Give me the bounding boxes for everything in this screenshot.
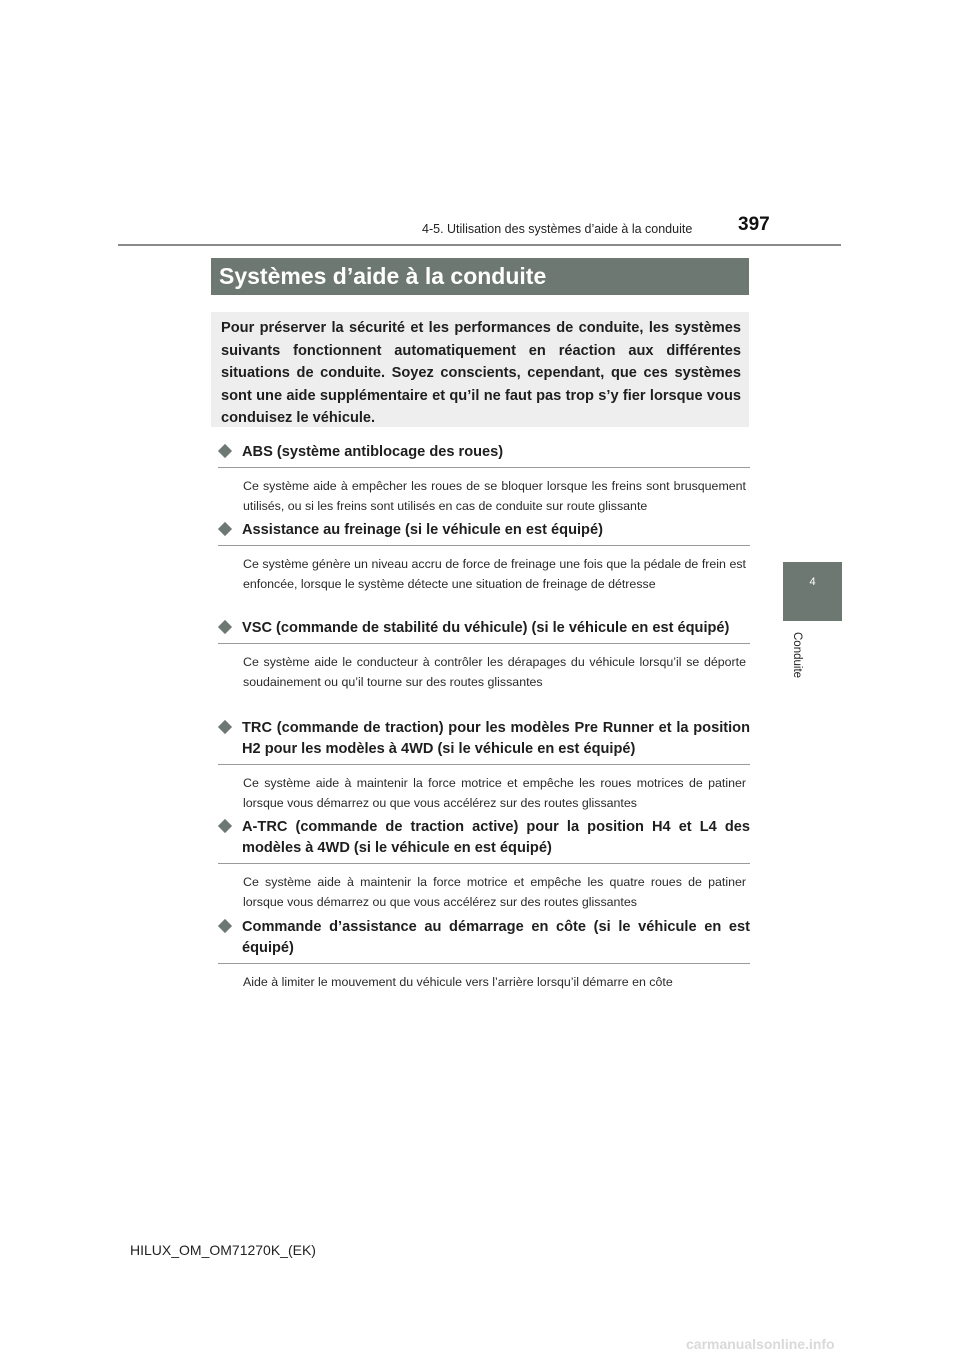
section-brake-assist xyxy=(218,520,750,594)
chapter-label: Conduite xyxy=(791,632,803,679)
intro-box: Pour préserver la sécurité et les performances de conduite, les systèmes suivants fonctionnent automatiquement en réaction aux différentes situations de conduite. Soyez conscients, cependant, que ces systèmes sont une aide supplémentaire et qu’il ne faut pas trop s’y fier lorsque vous conduisez le véhicule. xyxy=(211,312,749,427)
section-body: Ce système aide le conducteur à contrôler les dérapages du véhicule lorsqu’il se déporte soudainement ou qu’il tourne sur des routes glissantes xyxy=(243,655,746,689)
section-hill-start xyxy=(218,917,750,993)
diamond-bullet-icon xyxy=(218,522,232,536)
section-body: Ce système aide à empêcher les roues de se bloquer lorsque les freins sont brusquement utilisés, ou si les freins sont utilisés en cas de conduite sur route glissante xyxy=(243,479,746,513)
watermark: carmanualsonline.info xyxy=(686,1336,835,1352)
section-heading: ABS (système antiblocage des roues) xyxy=(218,442,750,468)
section-heading: VSC (commande de stabilité du véhicule) (si le véhicule en est équipé) xyxy=(218,618,750,644)
section-body: Ce système aide à maintenir la force motrice et empêche les roues motrices de patiner lorsque vous démarrez ou que vous accélérez sur des routes glissantes xyxy=(243,776,746,810)
diamond-bullet-icon xyxy=(218,919,232,933)
chapter-tab xyxy=(783,562,842,621)
section-body: Aide à limiter le mouvement du véhicule vers l’arrière lorsqu’il démarre en côte xyxy=(243,975,673,989)
section-heading: Assistance au freinage (si le véhicule en est équipé) xyxy=(218,520,750,546)
page-number: 397 xyxy=(738,214,770,235)
section-trc xyxy=(218,718,750,813)
diamond-bullet-icon xyxy=(218,620,232,634)
section-heading: A-TRC (commande de traction active) pour la position H4 et L4 des modèles à 4WD (si le véhicule en est équipé) xyxy=(218,817,750,864)
chapter-number: 4 xyxy=(809,576,816,588)
section-vsc xyxy=(218,618,750,692)
document-code: HILUX_OM_OM71270K_(EK) xyxy=(130,1242,316,1258)
section-a-trc xyxy=(218,817,750,912)
section-abs xyxy=(218,442,750,516)
page-title: Systèmes d’aide à la conduite xyxy=(211,258,749,295)
header-divider xyxy=(118,244,841,246)
section-body: Ce système génère un niveau accru de force de freinage une fois que la pédale de frein est enfoncée, lorsque le système détecte une situation de freinage de détresse xyxy=(243,557,746,591)
diamond-bullet-icon xyxy=(218,819,232,833)
section-heading: TRC (commande de traction) pour les modèles Pre Runner et la position H2 pour les modèles à 4WD (si le véhicule en est équipé) xyxy=(218,718,750,765)
section-heading: Commande d’assistance au démarrage en côte (si le véhicule en est équipé) xyxy=(218,917,750,964)
diamond-bullet-icon xyxy=(218,444,232,458)
section-body: Ce système aide à maintenir la force motrice et empêche les quatre roues de patiner lorsque vous démarrez ou que vous accélérez sur des routes glissantes xyxy=(243,875,746,909)
diamond-bullet-icon xyxy=(218,720,232,734)
running-header-section: 4-5. Utilisation des systèmes d’aide à la conduite xyxy=(422,222,693,236)
